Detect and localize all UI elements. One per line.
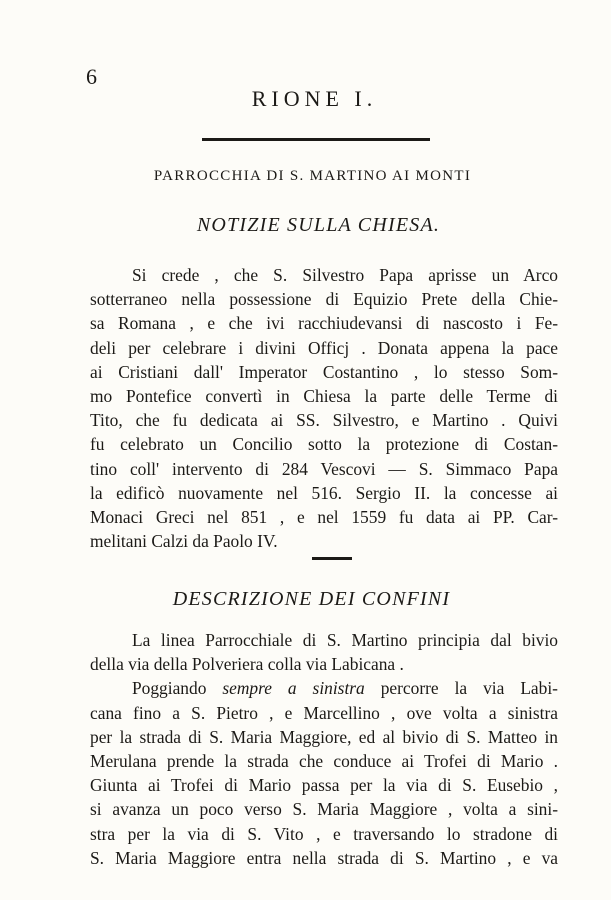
parish-title: PARROCCHIA DI S. MARTINO AI MONTI — [153, 168, 472, 184]
text-line: sotterraneo nella possessione di Equizio Prete della Chie- — [90, 289, 558, 310]
text-run: percorre la via Labi- — [364, 678, 558, 699]
text-line: della via della Polveriera colla via Labicana . — [90, 654, 404, 675]
text-line: Si crede , che S. Silvestro Papa aprisse un Arco — [132, 265, 558, 285]
text-line: sa Romana , e che ivi racchiudevansi di nascosto i Fe- — [90, 313, 558, 334]
text-line: La linea Parrocchiale di S. Martino principia dal bivio — [132, 630, 558, 650]
text-line — [90, 676, 558, 700]
text-line: Giunta ai Trofei di Mario passa per la via di S. Eusebio , — [90, 775, 558, 796]
text-line: cana fino a S. Pietro , e Marcellino , ove volta a sinistra — [90, 702, 558, 723]
title-rule — [202, 138, 430, 141]
section-heading-notizie: NOTIZIE SULLA CHIESA. — [196, 214, 441, 236]
text-line: la edificò nuovamente nel 516. Sergio II. la concesse ai — [90, 482, 558, 503]
page-number: 6 — [86, 64, 97, 89]
page-title: RIONE I. — [251, 86, 378, 111]
text-line: fu celebrato un Concilio sotto la protezione di Costan- — [90, 434, 558, 455]
text-line: tino coll' intervento di 284 Vescovi — S. Simmaco Papa — [90, 458, 558, 479]
section-divider — [312, 557, 352, 560]
text-line: Tito, che fu dedicata ai SS. Silvestro, e Martino . Quivi — [90, 410, 558, 431]
text-run: Poggiando — [132, 678, 223, 699]
text-line: Monaci Greci nel 851 , e nel 1559 fu data ai PP. Car- — [90, 507, 558, 528]
text-line: S. Maria Maggiore entra nella strada di S. Martino , e va — [90, 847, 558, 868]
text-line: si avanza un poco verso S. Maria Maggiore , volta a sini- — [90, 799, 558, 820]
confini-paragraphs — [90, 628, 558, 870]
italic-phrase: sempre a sinistra — [222, 678, 365, 699]
text-line: deli per celebrare i divini Officj . Donata appena la pace — [90, 337, 558, 358]
text-line: ai Cristiani dall' Imperator Costantino , lo stesso Som- — [90, 361, 558, 382]
notizie-paragraph — [90, 263, 558, 553]
text-line: Merulana prende la strada che conduce ai Trofei di Mario . — [90, 751, 558, 772]
text-line: melitani Calzi da Paolo IV. — [90, 531, 278, 552]
section-heading-descrizione: DESCRIZIONE DEI CONFINI — [172, 588, 451, 610]
text-line: stra per la via di S. Vito , e traversando lo stradone di — [90, 823, 558, 844]
text-line: per la strada di S. Maria Maggiore, ed al bivio di S. Matteo in — [90, 726, 558, 747]
text-line: mo Pontefice convertì in Chiesa la parte delle Terme di — [90, 386, 558, 407]
